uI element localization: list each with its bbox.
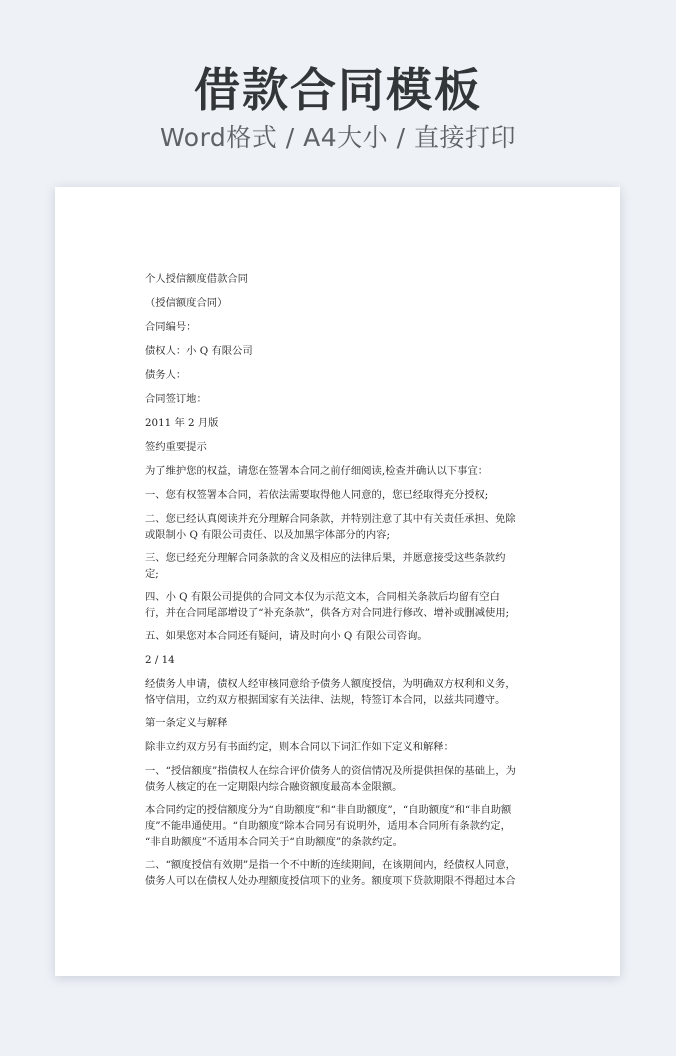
doc-paragraph-intro: 为了维护您的权益，请您在签署本合同之前仔细阅读,检查并确认以下事宜： [145, 465, 489, 477]
doc-paragraph-validity: 二、“额度授信有效期”是指一个不中断的连续期间，在该期间内，经债权人同意， 债务人可以在债权人处办理额度授信项下的业务。额度项下贷款期限不得超过本合 [145, 859, 516, 887]
page-title: 借款合同模板 [194, 63, 482, 117]
doc-paragraph-item-5: 五、如果您对本合同还有疑问，请及时向小 Q 有限公司咨询。 [145, 630, 428, 642]
banner-header [0, 0, 676, 180]
doc-paragraph-item-3: 三、您已经充分理解合同条款的含义及相应的法律后果，并愿意接受这些条款约 定; [145, 552, 506, 580]
doc-line-creditor: 债权人：小 Q 有限公司 [145, 345, 253, 357]
doc-line-signing-place: 合同签订地： [145, 393, 207, 405]
doc-heading-article-1: 第一条定义与解释 [145, 717, 228, 729]
doc-subtitle: （授信额度合同） [145, 297, 228, 309]
doc-paragraph-item-1: 一、您有权签署本合同，若依法需要取得他人同意的，您已经取得充分授权; [145, 489, 489, 501]
doc-line-debtor: 债务人： [145, 369, 187, 381]
doc-paragraph-preamble: 经债务人申请，债权人经审核同意给予债务人额度授信，为明确双方权利和义务， 恪守信用，立约双方根据国家有关法律、法规，特签订本合同，以兹共同遵守。 [145, 678, 516, 706]
doc-page-number: 2 / 14 [145, 654, 175, 666]
doc-heading-tips: 签约重要提示 [145, 441, 207, 453]
doc-paragraph-definitions: 除非立约双方另有书面约定，则本合同以下词汇作如下定义和解释： [145, 741, 454, 753]
doc-line-contract-number: 合同编号： [145, 321, 197, 333]
page-subtitle: Word格式 / A4大小 / 直接打印 [160, 123, 516, 152]
doc-title: 个人授信额度借款合同 [145, 273, 248, 285]
doc-paragraph-credit-line: 一、“授信额度”指债权人在综合评价债务人的资信情况及所提供担保的基础上，为 债务人核定的在一定期限内综合融资额度最高本金限额。 [145, 765, 516, 793]
doc-line-version: 2011 年 2 月版 [145, 417, 219, 429]
doc-paragraph-item-4: 四、小 Q 有限公司提供的合同文本仅为示范文本，合同相关条款后均留有空白 行，并在合同尾部增设了“补充条款”，供各方对合同进行修改、增补或删减使用; [145, 591, 510, 619]
document-preview-page [55, 187, 620, 976]
doc-paragraph-credit-types: 本合同约定的授信额度分为“自助额度”和“非自助额度”，“自助额度”和“非自助额 度”不能串通使用。“自助额度”除本合同另有说明外，适用本合同所有条款约定， “非自助额度”不适用本合同关于“自助额度”的条款约定。 [145, 804, 512, 848]
document-body [145, 271, 540, 896]
doc-paragraph-item-2: 二、您已经认真阅读并充分理解合同条款，并特别注意了其中有关责任承担、免除 或限制小 Q 有限公司责任、以及加黑字体部分的内容; [145, 513, 516, 541]
